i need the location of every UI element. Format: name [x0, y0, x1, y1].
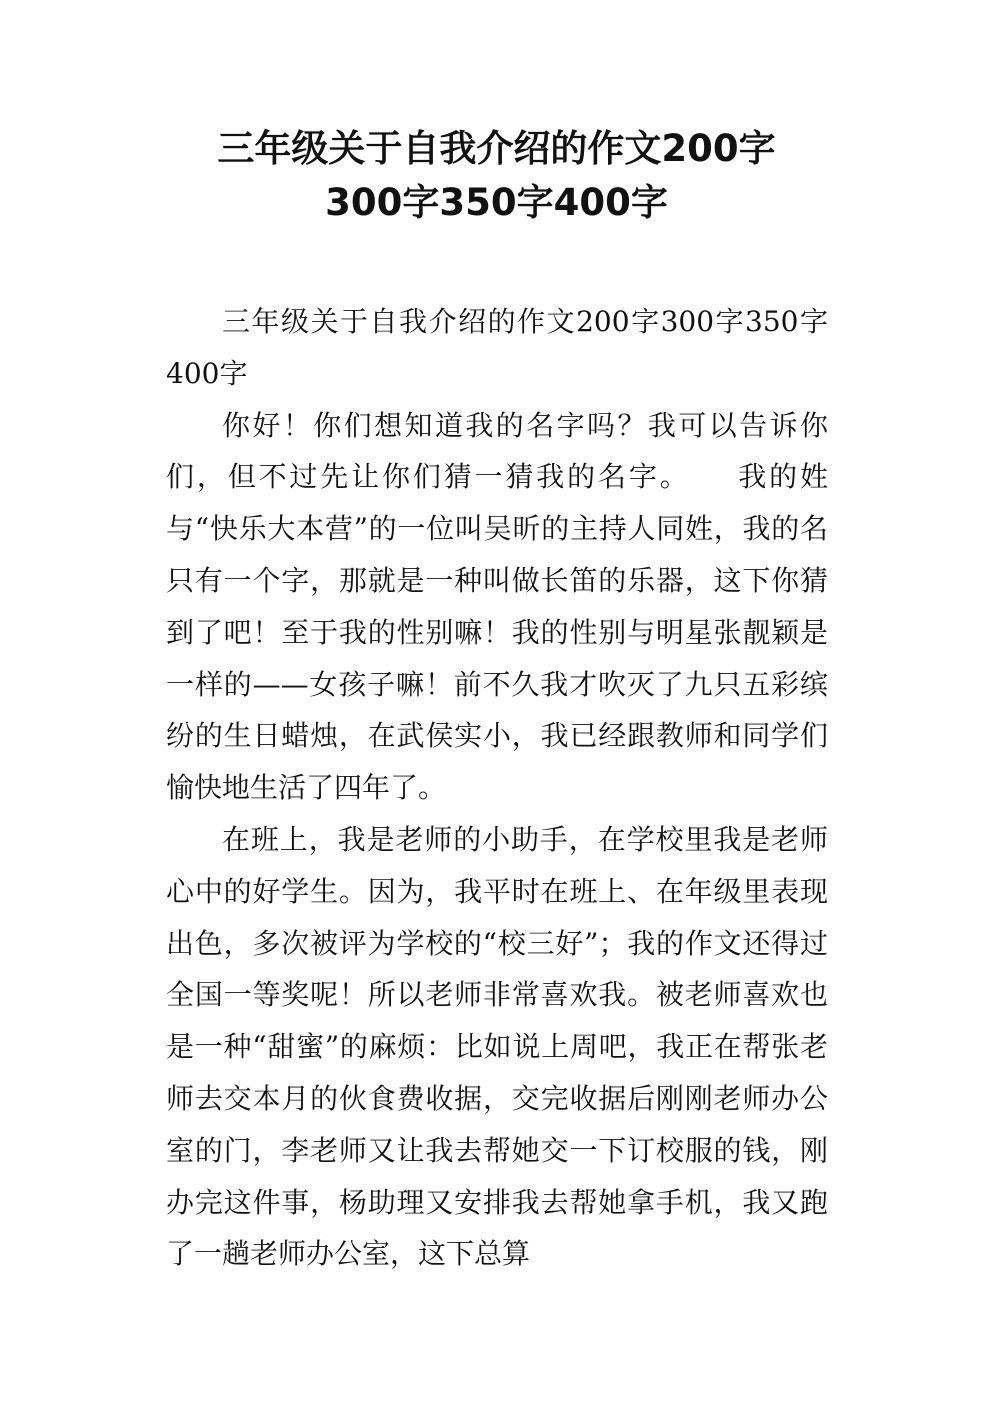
paragraph-heading-repeat: 三年级关于自我介绍的作文200字300字350字400字	[166, 305, 828, 390]
document-body	[166, 296, 828, 1280]
title-line-1: 三年级关于自我介绍的作文200字	[217, 127, 776, 170]
document-title	[120, 122, 873, 230]
paragraph-introduction: 你好！你们想知道我的名字吗？我可以告诉你们，但不过先让你们猜一猜我的名字。 我的姓与“快乐大本营”的一位叫吴昕的主持人同姓，我的名只有一个字，那就是一种叫做长笛的乐器，这下你猜到了吧！至于我的性别嘛！我的性别与明星张靓颖是一样的——女孩子嘛！前不久我才吹灭了九只五彩缤纷的生日蜡烛，在武侯实小，我已经跟教师和同学们愉快地生活了四年了。	[166, 408, 828, 805]
paragraph-class-helper: 在班上，我是老师的小助手，在学校里我是老师心中的好学生。因为，我平时在班上、在年级里表现出色，多次被评为学校的“校三好”；我的作文还得过全国一等奖呢！所以老师非常喜欢我。被老师喜欢也是一种“甜蜜”的麻烦：比如说上周吧，我正在帮张老师去交本月的伙食费收据，交完收据后刚刚老师办公室的门，李老师又让我去帮她交一下订校服的钱，刚办完这件事，杨助理又安排我去帮她拿手机，我又跑了一趟老师办公室，这下总算	[166, 822, 828, 1271]
title-line-2: 300字350字400字	[325, 181, 668, 224]
